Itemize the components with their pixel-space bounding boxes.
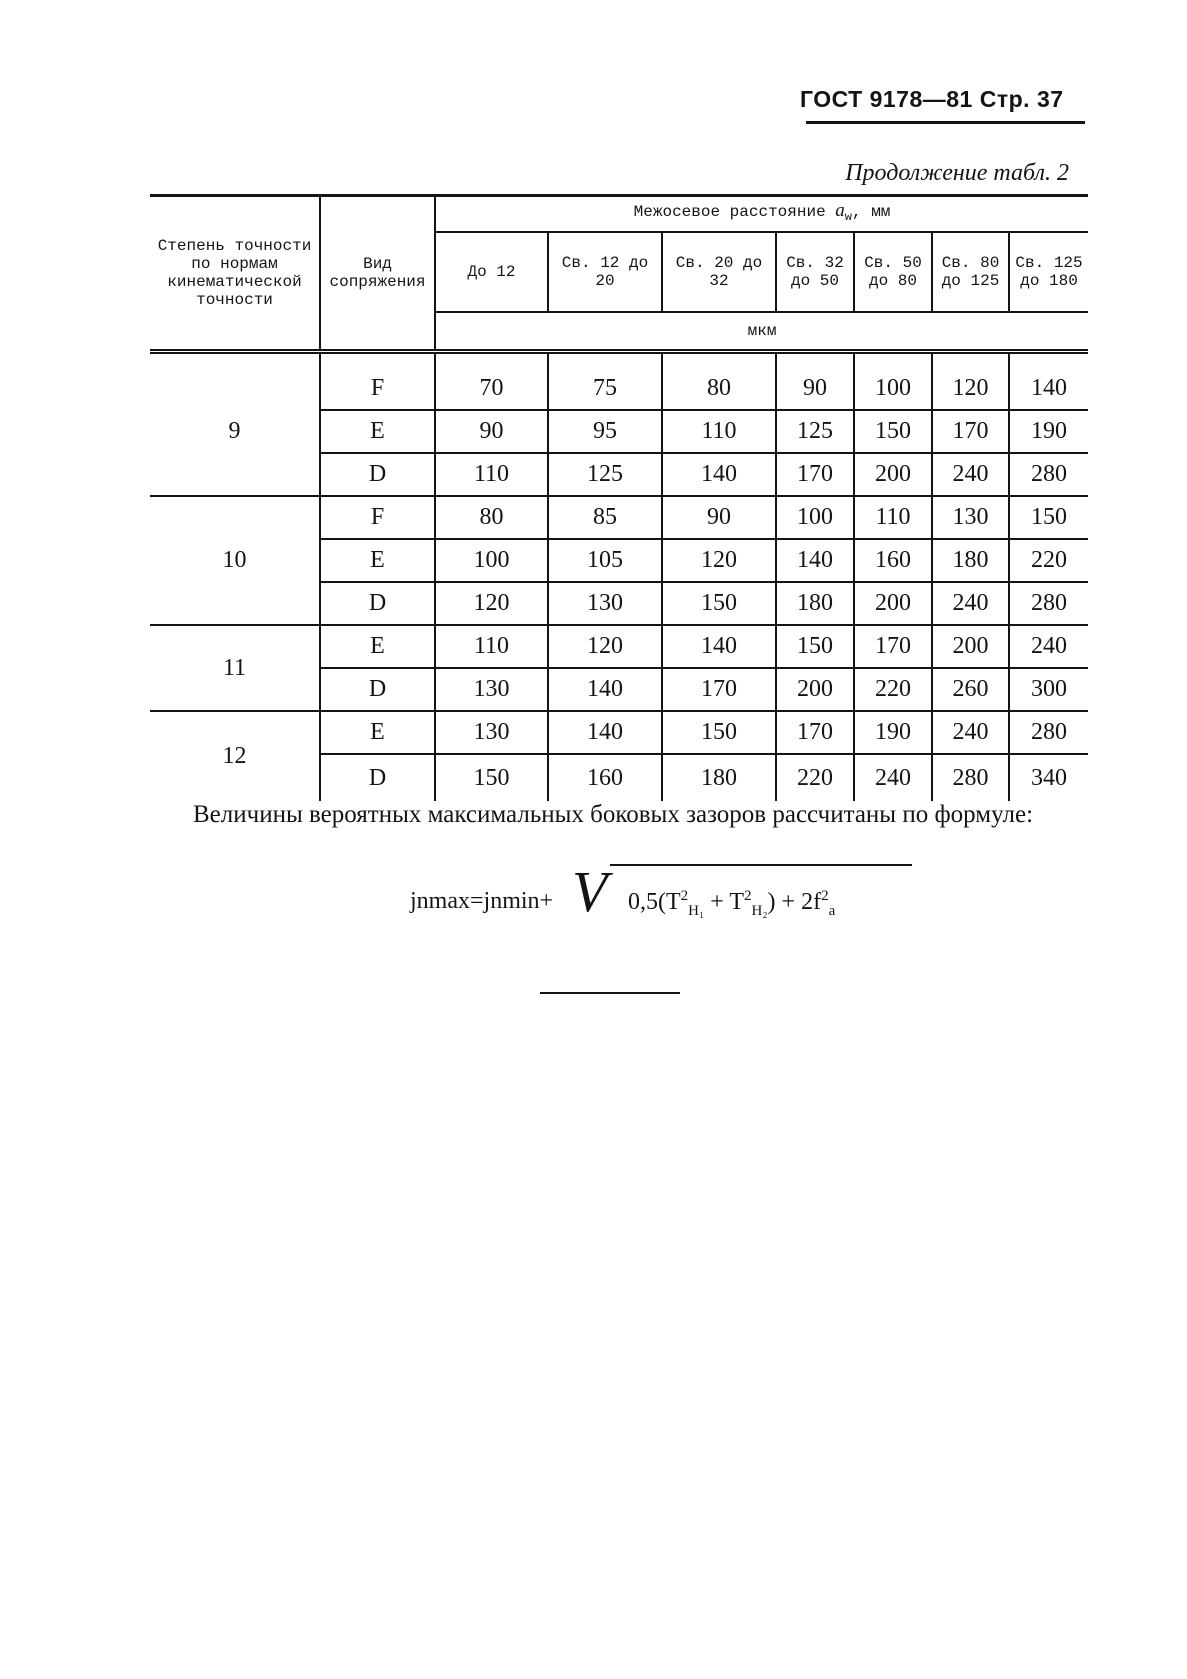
- value-cell: 200: [854, 582, 932, 625]
- range-header: Св. 20 до 32: [662, 232, 776, 312]
- formula-radicand: $0,5(T^2_{H_1} + T^2_{H_2}) + 2f^2_a$: [628, 888, 836, 919]
- mate-cell: D: [320, 754, 435, 801]
- value-cell: 200: [776, 668, 854, 711]
- value-cell: 140: [662, 453, 776, 496]
- value-cell: 260: [932, 668, 1009, 711]
- value-cell: 80: [435, 496, 548, 539]
- mate-cell: F: [320, 352, 435, 411]
- value-cell: 150: [435, 754, 548, 801]
- value-cell: 70: [435, 352, 548, 411]
- formula-intro-paragraph: Величины вероятных максимальных боковых зазоров рассчитаны по формуле:: [193, 801, 1034, 828]
- range-header: Св. 50 до 80: [854, 232, 932, 312]
- value-cell: 90: [776, 352, 854, 411]
- page-header: ГОСТ 9178—81 Стр. 37: [800, 86, 1064, 112]
- value-cell: 100: [854, 352, 932, 411]
- value-cell: 170: [854, 625, 932, 668]
- value-cell: 280: [932, 754, 1009, 801]
- value-cell: 140: [548, 668, 662, 711]
- value-cell: 150: [662, 711, 776, 754]
- unit-header: мкм: [435, 312, 1088, 352]
- value-cell: 110: [854, 496, 932, 539]
- value-cell: 130: [435, 668, 548, 711]
- value-cell: 180: [932, 539, 1009, 582]
- value-cell: 130: [548, 582, 662, 625]
- value-cell: 150: [776, 625, 854, 668]
- range-header: Св. 125 до 180: [1009, 232, 1088, 312]
- sqrt-bar: [610, 864, 912, 866]
- value-cell: 300: [1009, 668, 1088, 711]
- value-cell: 240: [932, 711, 1009, 754]
- value-cell: 160: [854, 539, 932, 582]
- value-cell: 190: [1009, 410, 1088, 453]
- value-cell: 110: [662, 410, 776, 453]
- grade-cell: 9: [150, 352, 320, 497]
- grade-cell: 11: [150, 625, 320, 711]
- section-end-rule: [540, 992, 680, 994]
- value-cell: 120: [548, 625, 662, 668]
- value-cell: 120: [435, 582, 548, 625]
- mate-cell: E: [320, 410, 435, 453]
- value-cell: 140: [776, 539, 854, 582]
- range-header: Св. 12 до 20: [548, 232, 662, 312]
- value-cell: 100: [435, 539, 548, 582]
- value-cell: 240: [854, 754, 932, 801]
- value-cell: 95: [548, 410, 662, 453]
- range-header: До 12: [435, 232, 548, 312]
- table-continuation-label: Продолжение табл. 2: [845, 160, 1069, 186]
- value-cell: 140: [662, 625, 776, 668]
- value-cell: 280: [1009, 711, 1088, 754]
- mate-column-header: Вид сопряжения: [320, 196, 435, 352]
- value-cell: 190: [854, 711, 932, 754]
- value-cell: 110: [435, 453, 548, 496]
- value-cell: 100: [776, 496, 854, 539]
- sqrt-symbol: V: [572, 859, 608, 924]
- value-cell: 220: [854, 668, 932, 711]
- value-cell: 200: [932, 625, 1009, 668]
- value-cell: 125: [776, 410, 854, 453]
- mate-cell: E: [320, 625, 435, 668]
- formula-lhs: jnmax=jnmin+: [410, 888, 554, 914]
- value-cell: 280: [1009, 453, 1088, 496]
- value-cell: 90: [662, 496, 776, 539]
- value-cell: 160: [548, 754, 662, 801]
- value-cell: 220: [776, 754, 854, 801]
- value-cell: 105: [548, 539, 662, 582]
- value-cell: 280: [1009, 582, 1088, 625]
- value-cell: 90: [435, 410, 548, 453]
- value-cell: 150: [662, 582, 776, 625]
- value-cell: 170: [776, 711, 854, 754]
- value-cell: 220: [1009, 539, 1088, 582]
- mate-cell: E: [320, 711, 435, 754]
- mate-cell: E: [320, 539, 435, 582]
- backlash-table: [150, 194, 1088, 801]
- value-cell: 170: [932, 410, 1009, 453]
- grade-cell: 10: [150, 496, 320, 625]
- value-cell: 75: [548, 352, 662, 411]
- mate-cell: D: [320, 453, 435, 496]
- value-cell: 130: [932, 496, 1009, 539]
- value-cell: 180: [776, 582, 854, 625]
- value-cell: 110: [435, 625, 548, 668]
- value-cell: 340: [1009, 754, 1088, 801]
- center-distance-header: Межосевое расстояние $a_w$, мм: [435, 196, 1088, 233]
- value-cell: 240: [932, 582, 1009, 625]
- value-cell: 150: [1009, 496, 1088, 539]
- mate-cell: D: [320, 582, 435, 625]
- header-rule: [806, 121, 1085, 124]
- backlash-formula: [410, 859, 910, 934]
- value-cell: 170: [776, 453, 854, 496]
- mate-cell: F: [320, 496, 435, 539]
- value-cell: 180: [662, 754, 776, 801]
- value-cell: 240: [932, 453, 1009, 496]
- value-cell: 85: [548, 496, 662, 539]
- range-header: Св. 32 до 50: [776, 232, 854, 312]
- range-header: Св. 80 до 125: [932, 232, 1009, 312]
- value-cell: 200: [854, 453, 932, 496]
- value-cell: 130: [435, 711, 548, 754]
- mate-cell: D: [320, 668, 435, 711]
- value-cell: 240: [1009, 625, 1088, 668]
- value-cell: 140: [548, 711, 662, 754]
- value-cell: 120: [662, 539, 776, 582]
- grade-cell: 12: [222, 743, 247, 769]
- value-cell: 120: [932, 352, 1009, 411]
- value-cell: 140: [1009, 352, 1088, 411]
- value-cell: 170: [662, 668, 776, 711]
- value-cell: 125: [548, 453, 662, 496]
- value-cell: 150: [854, 410, 932, 453]
- value-cell: 80: [662, 352, 776, 411]
- grade-column-header: Степень точности по нормам кинематической точности: [150, 196, 320, 352]
